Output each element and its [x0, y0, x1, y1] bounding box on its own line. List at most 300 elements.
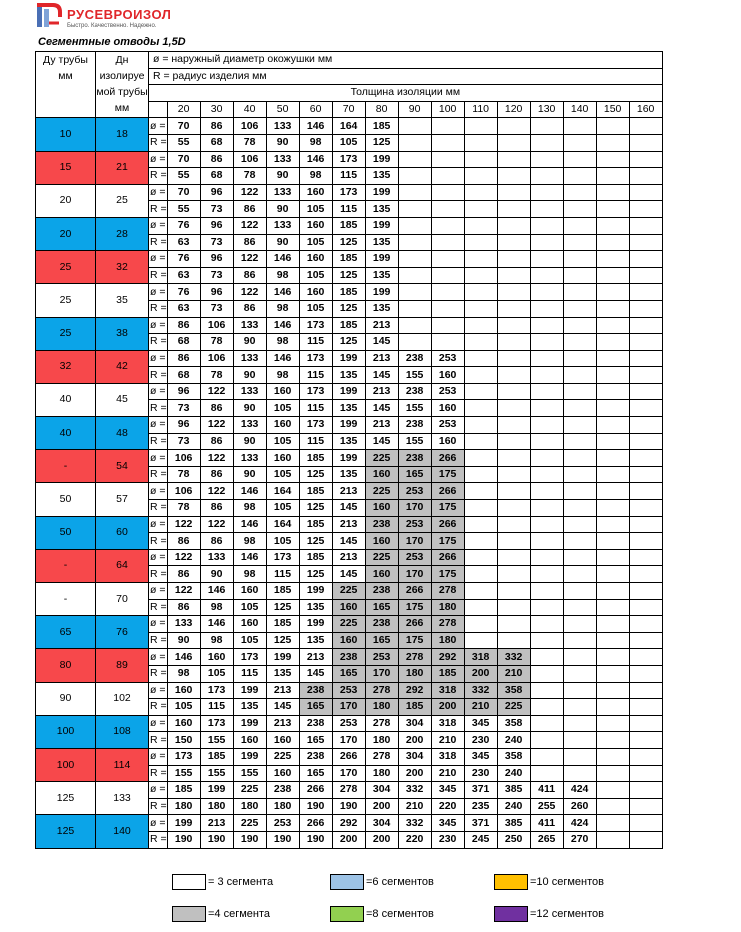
- radius-value: 55: [167, 168, 200, 185]
- empty-cell: [497, 483, 530, 500]
- table-row: [36, 284, 663, 301]
- diameter-value: 199: [299, 583, 332, 600]
- empty-cell: [563, 649, 596, 666]
- diameter-value: 122: [233, 284, 266, 301]
- diameter-value: 160: [266, 450, 299, 467]
- legend-swatch: [494, 906, 528, 922]
- empty-cell: [530, 317, 563, 334]
- radius-value: 105: [233, 599, 266, 616]
- empty-cell: [530, 118, 563, 135]
- radius-value: 170: [332, 699, 365, 716]
- diameter-value: 199: [365, 284, 398, 301]
- radius-value: 63: [167, 234, 200, 251]
- diameter-value: 199: [299, 616, 332, 633]
- radius-value: 160: [266, 765, 299, 782]
- empty-cell: [464, 317, 497, 334]
- diameter-value: 146: [299, 118, 332, 135]
- diameter-value: 253: [398, 483, 431, 500]
- empty-cell: [563, 715, 596, 732]
- empty-cell: [563, 549, 596, 566]
- empty-cell: [596, 632, 629, 649]
- radius-value: 165: [398, 466, 431, 483]
- table-row: [36, 450, 663, 467]
- radius-value: 115: [233, 665, 266, 682]
- empty-cell: [596, 516, 629, 533]
- header-thickness: Толщина изоляции мм: [149, 85, 663, 102]
- diameter-value: 225: [365, 549, 398, 566]
- radius-value: 185: [431, 665, 464, 682]
- empty-cell: [431, 168, 464, 185]
- empty-cell: [596, 599, 629, 616]
- empty-cell: [629, 798, 662, 815]
- empty-cell: [431, 234, 464, 251]
- diameter-value: 173: [299, 350, 332, 367]
- radius-value: 165: [299, 765, 332, 782]
- empty-cell: [497, 118, 530, 135]
- diameter-value: 146: [233, 549, 266, 566]
- radius-value: 68: [167, 334, 200, 351]
- empty-cell: [497, 300, 530, 317]
- radius-value: 180: [398, 665, 431, 682]
- diameter-value: 424: [563, 782, 596, 799]
- radius-value: 90: [233, 400, 266, 417]
- radius-label: R =: [149, 831, 168, 848]
- empty-cell: [464, 234, 497, 251]
- radius-value: 115: [332, 201, 365, 218]
- empty-cell: [563, 267, 596, 284]
- diameter-value: 253: [431, 417, 464, 434]
- diameter-value: 238: [365, 516, 398, 533]
- empty-cell: [596, 334, 629, 351]
- diameter-value: 238: [365, 583, 398, 600]
- diameter-value: 199: [332, 383, 365, 400]
- diameter-value: 238: [299, 682, 332, 699]
- radius-value: 270: [563, 831, 596, 848]
- empty-cell: [596, 831, 629, 848]
- radius-value: 135: [332, 367, 365, 384]
- radius-value: 230: [431, 831, 464, 848]
- table-row: [36, 151, 663, 168]
- radius-label: R =: [149, 300, 168, 317]
- diameter-value: 146: [266, 284, 299, 301]
- empty-cell: [596, 217, 629, 234]
- radius-value: 160: [332, 632, 365, 649]
- radius-value: 86: [233, 234, 266, 251]
- empty-cell: [563, 732, 596, 749]
- diameter-value: 146: [233, 483, 266, 500]
- radius-value: 78: [167, 500, 200, 517]
- empty-cell: [629, 151, 662, 168]
- diameter-label: ø =: [149, 583, 168, 600]
- dn-cell: 133: [96, 782, 149, 815]
- empty-cell: [629, 217, 662, 234]
- diameter-value: 185: [365, 118, 398, 135]
- diameter-label: ø =: [149, 715, 168, 732]
- radius-value: 200: [398, 732, 431, 749]
- diameter-value: 213: [266, 682, 299, 699]
- radius-value: 200: [365, 831, 398, 848]
- radius-value: 145: [299, 665, 332, 682]
- diameter-value: 332: [398, 782, 431, 799]
- radius-value: 98: [299, 134, 332, 151]
- radius-value: 175: [431, 500, 464, 517]
- dn-cell: 35: [96, 284, 149, 317]
- diameter-value: 199: [365, 251, 398, 268]
- diameter-value: 164: [266, 483, 299, 500]
- empty-cell: [497, 317, 530, 334]
- empty-cell: [464, 616, 497, 633]
- empty-cell: [629, 466, 662, 483]
- radius-value: 135: [299, 599, 332, 616]
- legend-item: [172, 873, 273, 891]
- diameter-value: 371: [464, 782, 497, 799]
- radius-value: 175: [398, 599, 431, 616]
- header-row: [36, 52, 663, 69]
- diameter-value: 278: [365, 748, 398, 765]
- logo-name: РУСЕВРОИЗОЛ: [67, 7, 172, 22]
- diameter-value: 106: [233, 151, 266, 168]
- radius-value: 105: [299, 201, 332, 218]
- du-cell: 125: [36, 815, 96, 848]
- diameter-value: 278: [365, 682, 398, 699]
- diameter-value: 96: [200, 251, 233, 268]
- empty-cell: [629, 433, 662, 450]
- dn-cell: 18: [96, 118, 149, 151]
- diameter-label: ø =: [149, 251, 168, 268]
- table-row: [36, 251, 663, 268]
- diameter-value: 345: [464, 715, 497, 732]
- empty-cell: [629, 201, 662, 218]
- empty-cell: [596, 665, 629, 682]
- empty-cell: [431, 118, 464, 135]
- table-row: [36, 649, 663, 666]
- diameter-value: 238: [398, 383, 431, 400]
- radius-label: R =: [149, 201, 168, 218]
- radius-value: 55: [167, 134, 200, 151]
- radius-value: 115: [200, 699, 233, 716]
- diameter-label: ø =: [149, 151, 168, 168]
- radius-value: 135: [332, 466, 365, 483]
- empty-cell: [629, 184, 662, 201]
- radius-value: 135: [365, 267, 398, 284]
- radius-value: 105: [332, 134, 365, 151]
- diameter-value: 358: [497, 715, 530, 732]
- empty-cell: [464, 367, 497, 384]
- empty-cell: [464, 417, 497, 434]
- diameter-value: 173: [299, 383, 332, 400]
- empty-cell: [398, 151, 431, 168]
- du-cell: -: [36, 549, 96, 582]
- radius-value: 255: [530, 798, 563, 815]
- empty-cell: [530, 151, 563, 168]
- radius-value: 180: [431, 599, 464, 616]
- radius-value: 86: [200, 400, 233, 417]
- radius-value: 105: [167, 699, 200, 716]
- radius-value: 265: [530, 831, 563, 848]
- empty-cell: [530, 715, 563, 732]
- radius-value: 90: [233, 334, 266, 351]
- empty-cell: [629, 665, 662, 682]
- diameter-value: 122: [233, 251, 266, 268]
- empty-cell: [497, 516, 530, 533]
- empty-cell: [431, 134, 464, 151]
- diameter-value: 96: [167, 383, 200, 400]
- radius-value: 160: [365, 566, 398, 583]
- radius-value: 180: [365, 765, 398, 782]
- radius-value: 180: [365, 732, 398, 749]
- diameter-value: 266: [431, 450, 464, 467]
- empty-cell: [563, 134, 596, 151]
- radius-value: 160: [431, 367, 464, 384]
- radius-value: 78: [233, 134, 266, 151]
- radius-value: 105: [233, 632, 266, 649]
- radius-value: 220: [398, 831, 431, 848]
- empty-cell: [398, 334, 431, 351]
- diameter-value: 133: [233, 317, 266, 334]
- radius-value: 160: [431, 400, 464, 417]
- diameter-value: 225: [266, 748, 299, 765]
- radius-value: 170: [365, 665, 398, 682]
- diameter-value: 160: [167, 715, 200, 732]
- diameter-value: 278: [431, 616, 464, 633]
- dn-cell: 25: [96, 184, 149, 217]
- diameter-label: ø =: [149, 184, 168, 201]
- diameter-value: 76: [167, 284, 200, 301]
- diameter-value: 318: [431, 715, 464, 732]
- diameter-value: 278: [431, 583, 464, 600]
- radius-value: 165: [365, 599, 398, 616]
- empty-cell: [530, 732, 563, 749]
- empty-cell: [629, 765, 662, 782]
- radius-label: R =: [149, 665, 168, 682]
- du-cell: -: [36, 450, 96, 483]
- du-cell: 50: [36, 483, 96, 516]
- empty-cell: [563, 383, 596, 400]
- radius-value: 175: [431, 566, 464, 583]
- diameter-value: 146: [266, 317, 299, 334]
- dn-cell: 21: [96, 151, 149, 184]
- radius-value: 200: [332, 831, 365, 848]
- header-du: Ду трубы мм: [36, 52, 96, 118]
- diameter-value: 122: [167, 583, 200, 600]
- diameter-value: 318: [464, 649, 497, 666]
- empty-cell: [596, 466, 629, 483]
- empty-cell: [431, 317, 464, 334]
- radius-label: R =: [149, 433, 168, 450]
- diameter-value: 385: [497, 782, 530, 799]
- radius-value: 105: [299, 267, 332, 284]
- empty-cell: [629, 682, 662, 699]
- radius-value: 86: [167, 533, 200, 550]
- legend-swatch: [330, 874, 364, 890]
- empty-cell: [563, 367, 596, 384]
- empty-cell: [464, 400, 497, 417]
- diameter-value: 238: [299, 748, 332, 765]
- diameter-value: 411: [530, 815, 563, 832]
- empty-cell: [497, 201, 530, 218]
- radius-value: 160: [431, 433, 464, 450]
- diameter-value: 213: [332, 483, 365, 500]
- radius-value: 200: [464, 665, 497, 682]
- radius-value: 105: [266, 533, 299, 550]
- radius-label: R =: [149, 732, 168, 749]
- empty-cell: [464, 549, 497, 566]
- diameter-value: 304: [365, 782, 398, 799]
- diameter-value: 199: [365, 217, 398, 234]
- empty-cell: [629, 300, 662, 317]
- table-row: [36, 217, 663, 234]
- radius-value: 98: [266, 367, 299, 384]
- empty-cell: [398, 284, 431, 301]
- empty-cell: [629, 168, 662, 185]
- empty-cell: [596, 815, 629, 832]
- empty-cell: [596, 284, 629, 301]
- empty-cell: [596, 118, 629, 135]
- empty-cell: [596, 583, 629, 600]
- empty-cell: [596, 782, 629, 799]
- empty-cell: [530, 267, 563, 284]
- radius-value: 180: [431, 632, 464, 649]
- diameter-value: 332: [497, 649, 530, 666]
- diameter-value: 253: [332, 682, 365, 699]
- diameter-value: 173: [332, 151, 365, 168]
- empty-cell: [629, 367, 662, 384]
- empty-cell: [629, 583, 662, 600]
- table-row: [36, 748, 663, 765]
- empty-cell: [596, 616, 629, 633]
- empty-cell: [629, 632, 662, 649]
- diameter-value: 160: [200, 649, 233, 666]
- empty-cell: [530, 649, 563, 666]
- diameter-value: 266: [431, 483, 464, 500]
- empty-cell: [629, 400, 662, 417]
- radius-value: 135: [365, 234, 398, 251]
- empty-cell: [596, 317, 629, 334]
- radius-value: 98: [233, 533, 266, 550]
- radius-value: 90: [266, 201, 299, 218]
- radius-value: 105: [266, 466, 299, 483]
- diameter-label: ø =: [149, 317, 168, 334]
- radius-value: 86: [200, 466, 233, 483]
- empty-cell: [530, 433, 563, 450]
- radius-value: 145: [332, 533, 365, 550]
- radius-value: 125: [266, 632, 299, 649]
- diameter-value: 133: [233, 450, 266, 467]
- empty-cell: [497, 599, 530, 616]
- empty-cell: [464, 134, 497, 151]
- radius-label: R =: [149, 267, 168, 284]
- empty-cell: [596, 483, 629, 500]
- radius-value: 180: [200, 798, 233, 815]
- radius-label: R =: [149, 500, 168, 517]
- empty-cell: [497, 151, 530, 168]
- radius-value: 165: [299, 699, 332, 716]
- diameter-value: 86: [200, 118, 233, 135]
- diameter-value: 266: [332, 748, 365, 765]
- diameter-value: 213: [365, 383, 398, 400]
- empty-cell: [563, 400, 596, 417]
- radius-value: 170: [398, 533, 431, 550]
- radius-value: 160: [332, 599, 365, 616]
- empty-cell: [431, 184, 464, 201]
- empty-cell: [497, 251, 530, 268]
- diameter-value: 146: [200, 616, 233, 633]
- legend-label: =4 сегмента: [208, 908, 271, 920]
- radius-value: 90: [233, 466, 266, 483]
- dn-cell: 64: [96, 549, 149, 582]
- legend-swatch: [494, 874, 528, 890]
- diameter-label: ø =: [149, 350, 168, 367]
- empty-cell: [563, 350, 596, 367]
- empty-cell: [530, 665, 563, 682]
- diameter-value: 292: [431, 649, 464, 666]
- diameter-value: 185: [299, 549, 332, 566]
- radius-value: 90: [266, 168, 299, 185]
- empty-cell: [629, 317, 662, 334]
- diameter-value: 266: [398, 583, 431, 600]
- empty-cell: [464, 334, 497, 351]
- table-row: [36, 383, 663, 400]
- du-cell: 25: [36, 251, 96, 284]
- thickness-header: 160: [629, 101, 662, 118]
- table-row: [36, 417, 663, 434]
- empty-cell: [596, 168, 629, 185]
- thickness-header: 50: [266, 101, 299, 118]
- diameter-value: 238: [266, 782, 299, 799]
- diameter-value: 345: [431, 815, 464, 832]
- diameter-label: ø =: [149, 118, 168, 135]
- radius-value: 98: [167, 665, 200, 682]
- empty-cell: [530, 566, 563, 583]
- header-legend-r: R = радиус изделия мм: [149, 68, 663, 85]
- diameter-value: 238: [365, 616, 398, 633]
- diameter-value: 225: [332, 583, 365, 600]
- radius-value: 90: [266, 234, 299, 251]
- empty-cell: [596, 715, 629, 732]
- du-cell: 40: [36, 417, 96, 450]
- empty-cell: [431, 300, 464, 317]
- radius-value: 115: [266, 566, 299, 583]
- empty-cell: [563, 533, 596, 550]
- blank-cell: [149, 101, 168, 118]
- empty-cell: [530, 383, 563, 400]
- radius-value: 63: [167, 300, 200, 317]
- radius-value: 150: [167, 732, 200, 749]
- diameter-value: 266: [299, 782, 332, 799]
- radius-value: 170: [332, 732, 365, 749]
- radius-value: 210: [497, 665, 530, 682]
- radius-value: 73: [200, 201, 233, 218]
- empty-cell: [497, 450, 530, 467]
- thickness-header: 20: [167, 101, 200, 118]
- radius-value: 145: [332, 500, 365, 517]
- du-cell: 80: [36, 649, 96, 682]
- radius-value: 190: [299, 831, 332, 848]
- diameter-value: 253: [431, 383, 464, 400]
- diameter-value: 199: [266, 649, 299, 666]
- du-cell: 65: [36, 616, 96, 649]
- radius-value: 68: [200, 168, 233, 185]
- diameter-value: 96: [200, 284, 233, 301]
- thickness-header: 30: [200, 101, 233, 118]
- empty-cell: [497, 168, 530, 185]
- dn-cell: 89: [96, 649, 149, 682]
- diameter-value: 173: [200, 682, 233, 699]
- diameter-value: 253: [266, 815, 299, 832]
- dn-cell: 70: [96, 583, 149, 616]
- radius-value: 73: [200, 267, 233, 284]
- empty-cell: [497, 184, 530, 201]
